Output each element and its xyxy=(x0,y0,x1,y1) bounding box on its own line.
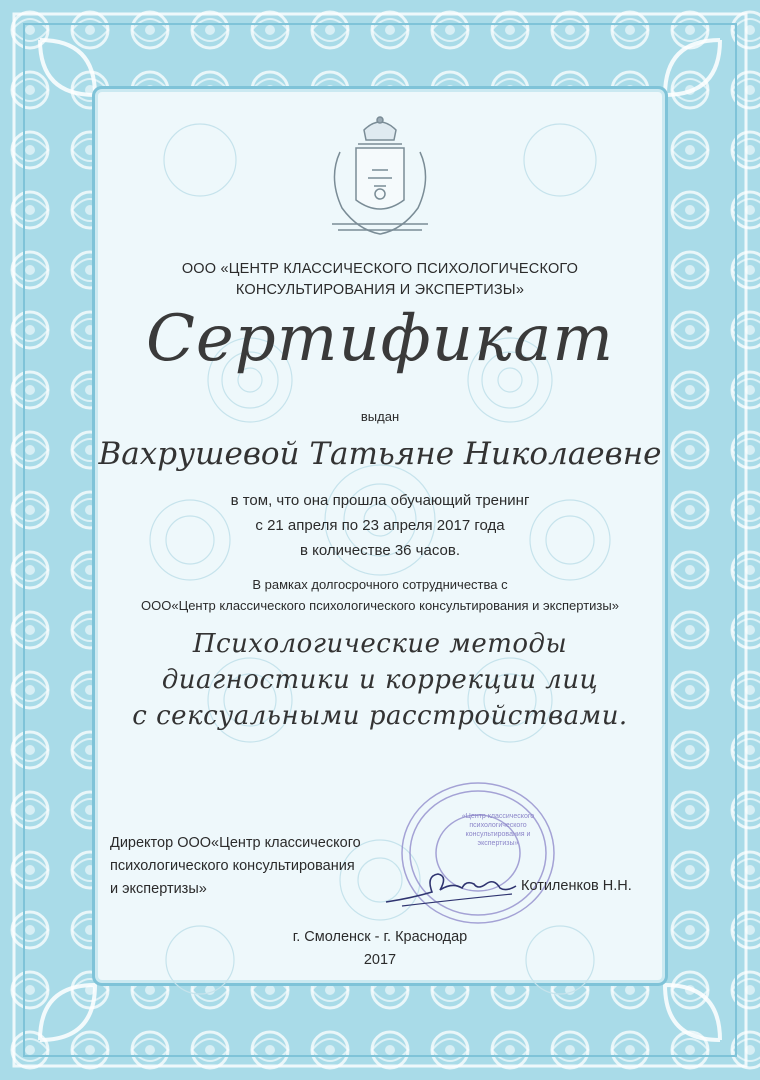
organization-line-1: ООО «ЦЕНТР КЛАССИЧЕСКОГО ПСИХОЛОГИЧЕСКОГО xyxy=(181,261,579,277)
coop-line-1: В рамках долгосрочного сотрудничества с xyxy=(252,577,508,592)
signatory-name: Котиленков Н.Н. xyxy=(521,878,632,894)
stamp-text: «Центр классического психологического консультирования и экспертизы» xyxy=(461,813,535,847)
organization-header xyxy=(0,259,760,301)
year-line: 2017 xyxy=(363,952,397,968)
body-line-3: в количестве 36 часов. xyxy=(299,542,460,559)
course-line-1: Психологические методы xyxy=(192,629,568,659)
director-signature xyxy=(382,862,522,912)
director-title xyxy=(110,832,361,901)
director-line-1: Директор ООО«Центр классического xyxy=(110,835,361,851)
recipient-name: Вахрушевой Татьяне Николаевне xyxy=(98,436,662,472)
coat-of-arms-emblem xyxy=(318,108,442,246)
organization-line-2: КОНСУЛЬТИРОВАНИЯ И ЭКСПЕРТИЗЫ» xyxy=(235,282,525,298)
body-line-2: с 21 апреля по 23 апреля 2017 года xyxy=(255,517,505,534)
certificate-body xyxy=(0,488,760,563)
director-line-2: психологического консультирования xyxy=(110,858,355,874)
body-line-1: в том, что она прошла обучающий тренинг xyxy=(230,492,530,509)
cooperation-note xyxy=(0,574,760,616)
place-and-year xyxy=(0,926,760,972)
course-title xyxy=(0,626,760,734)
issued-label: выдан xyxy=(360,409,400,424)
certificate-title: Сертификат xyxy=(145,302,615,376)
course-line-3: с сексуальными расстройствами. xyxy=(132,701,628,731)
city-line: г. Смоленск - г. Краснодар xyxy=(292,929,468,945)
coop-line-2: ООО«Центр классического психологического консультирования и экспертизы» xyxy=(141,598,619,613)
director-line-3: и экспертизы» xyxy=(110,881,207,897)
course-line-2: диагностики и коррекции лиц xyxy=(161,665,599,695)
